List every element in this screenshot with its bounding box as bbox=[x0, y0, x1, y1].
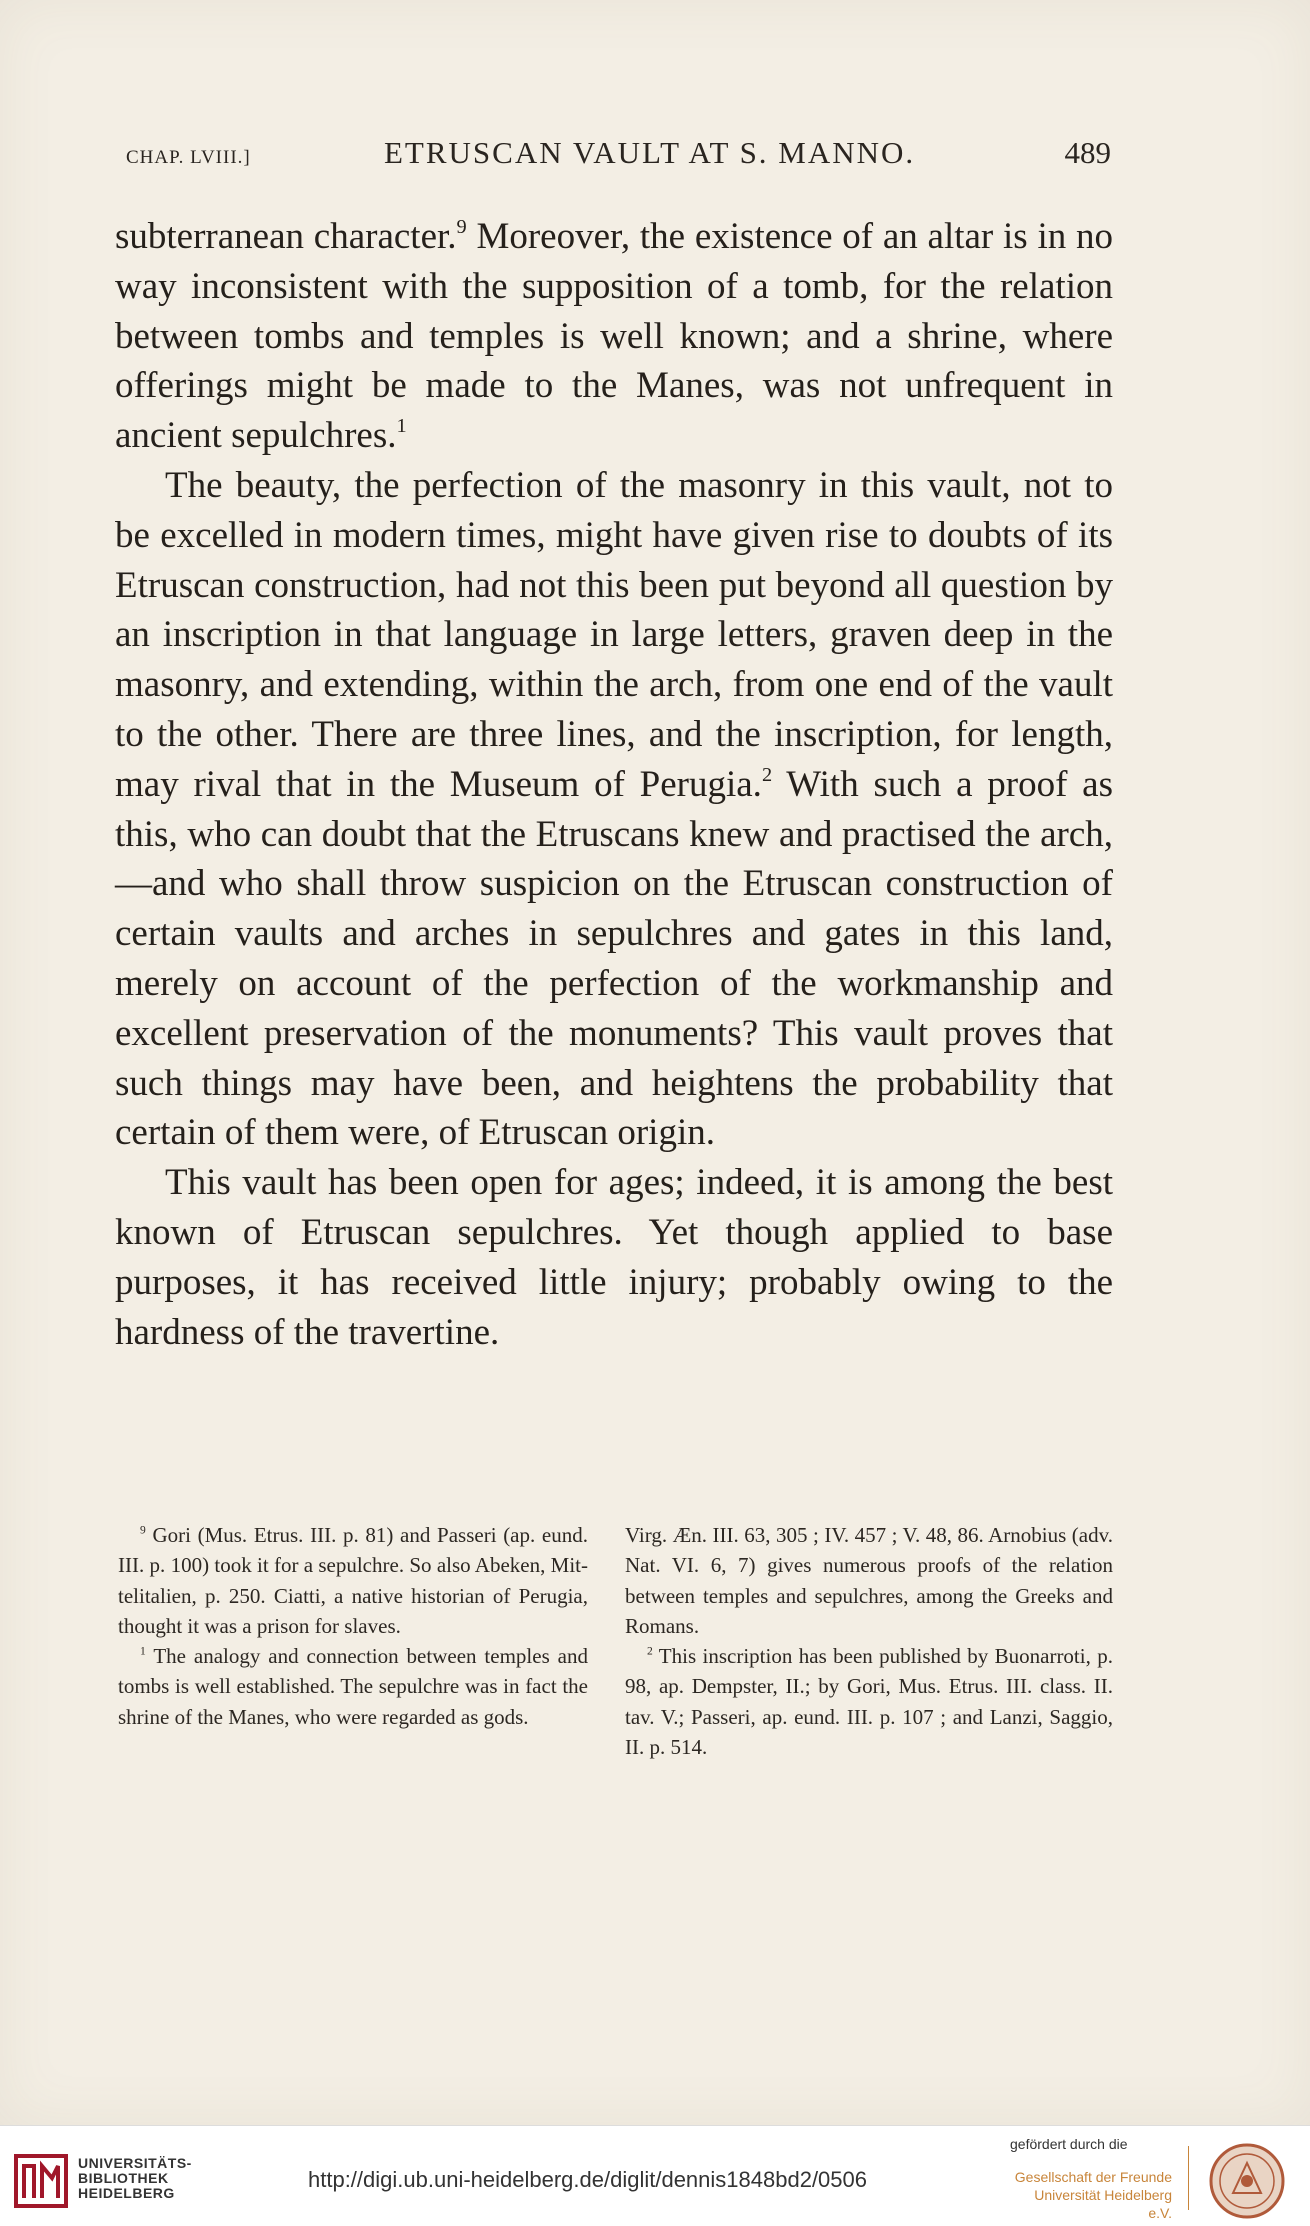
sponsor-divider bbox=[1188, 2146, 1189, 2210]
footnote-ref-2: 2 bbox=[761, 763, 773, 786]
sponsor-label: gefördert durch die bbox=[1010, 2136, 1128, 2152]
footnote-1 bbox=[118, 1641, 588, 1732]
library-name: UNIVERSITÄTS- BIBLIOTHEK HEIDELBERG bbox=[78, 2155, 192, 2201]
paragraph-3: This vault has been open for ages; indeed, it is among the best known of Etruscan sepulchres. Yet though applied to base purposes, it has received little injury; probably owing to the hardness of the travertine. bbox=[115, 1162, 1113, 1353]
university-seal-icon bbox=[1203, 2141, 1291, 2221]
paragraph-2 bbox=[115, 461, 1113, 1158]
footnote-1-text: The analogy and connection between temples and tombs is well established. The sepulchre was in fact the shrine of the Manes, who were regarded as gods. bbox=[118, 1644, 588, 1729]
footnote-2 bbox=[625, 1641, 1113, 1762]
paragraph-2-text-a: The beauty, the perfection of the masonry in this vault, not to be excelled in modern times, might have given rise to doubts of its Etruscan construction, had not this been put beyond all question by an inscription in that language in large letters, graven deep in the masonry, and extending, within the arch, from one end of the vault to the other. There are three lines, and the inscription, for length, may rival that in the Museum of Perugia. bbox=[115, 464, 1113, 805]
running-head bbox=[126, 135, 1111, 175]
university-library-logo-icon bbox=[12, 2148, 70, 2210]
footnote-ref-1: 1 bbox=[396, 414, 407, 437]
footnote-9-marker: 9 bbox=[140, 1524, 146, 1537]
footer-bar bbox=[0, 2125, 1310, 2226]
footnotes-right-column bbox=[625, 1520, 1113, 1762]
footnote-9 bbox=[118, 1520, 588, 1641]
footnote-1-continued: Virg. Æn. III. 63, 305 ; IV. 457 ; V. 48, 86. Arnobius (adv. Nat. VI. 6, 7) gives numerous proofs of the relation between temples and sepulchres, among the Greeks and Romans. bbox=[625, 1523, 1113, 1638]
sponsor-name: Gesellschaft der Freunde Universität Heidelberg e.V. bbox=[1014, 2169, 1172, 2221]
body-text bbox=[115, 212, 1113, 1357]
paragraph-1 bbox=[115, 212, 1113, 461]
paragraph-2-text-b: With such a proof as this, who can doubt that the Etruscans knew and practised the arch,—and who shall throw suspicion on the Etruscan construction of certain vaults and arches in sepulchres and gates in this land, merely on account of the perfection of the workmanship and excellent preservation of the monuments? This vault proves that such things may have been, and heightens the probability that certain of them were, of Etruscan origin. bbox=[115, 763, 1113, 1154]
footnote-2-text: This inscription has been published by Buonarroti, p. 98, ap. Dempster, II.; by Gori, Mus. Etrus. III. class. II. tav. V.; Passeri, ap. eund. III. p. 107 ; and Lanzi, Saggio, II. p. 514. bbox=[625, 1644, 1113, 1760]
footnote-1-marker: 1 bbox=[140, 1645, 146, 1658]
paragraph-1-text-b: Moreover, the existence of an altar is in no way inconsistent with the supposition of a tomb, for the relation between tombs and temples is well known; and a shrine, where offerings might be made to the Manes, was not unfrequent in ancient sepulchres. bbox=[115, 216, 1113, 457]
footnote-2-marker: 2 bbox=[647, 1645, 653, 1658]
permalink-url[interactable]: http://digi.ub.uni-heidelberg.de/diglit/dennis1848bd2/0506 bbox=[308, 2167, 867, 2192]
running-title: ETRUSCAN VAULT AT S. MANNO. bbox=[384, 135, 916, 170]
footnotes-left-column bbox=[118, 1520, 588, 1732]
footnote-ref-9: 9 bbox=[456, 215, 467, 238]
chapter-label: CHAP. LVIII.] bbox=[126, 147, 251, 168]
page-number: 489 bbox=[1064, 135, 1111, 170]
footnote-9-text: Gori (Mus. Etrus. III. p. 81) and Passeri (ap. eund. III. p. 100) took it for a sepulchre. So also Abeken, Mittelitalien, p. 250. Ciatti, a native historian of Perugia, thought it was a prison for slaves. bbox=[118, 1523, 588, 1638]
paragraph-1-text-a: subterranean character. bbox=[115, 216, 457, 257]
